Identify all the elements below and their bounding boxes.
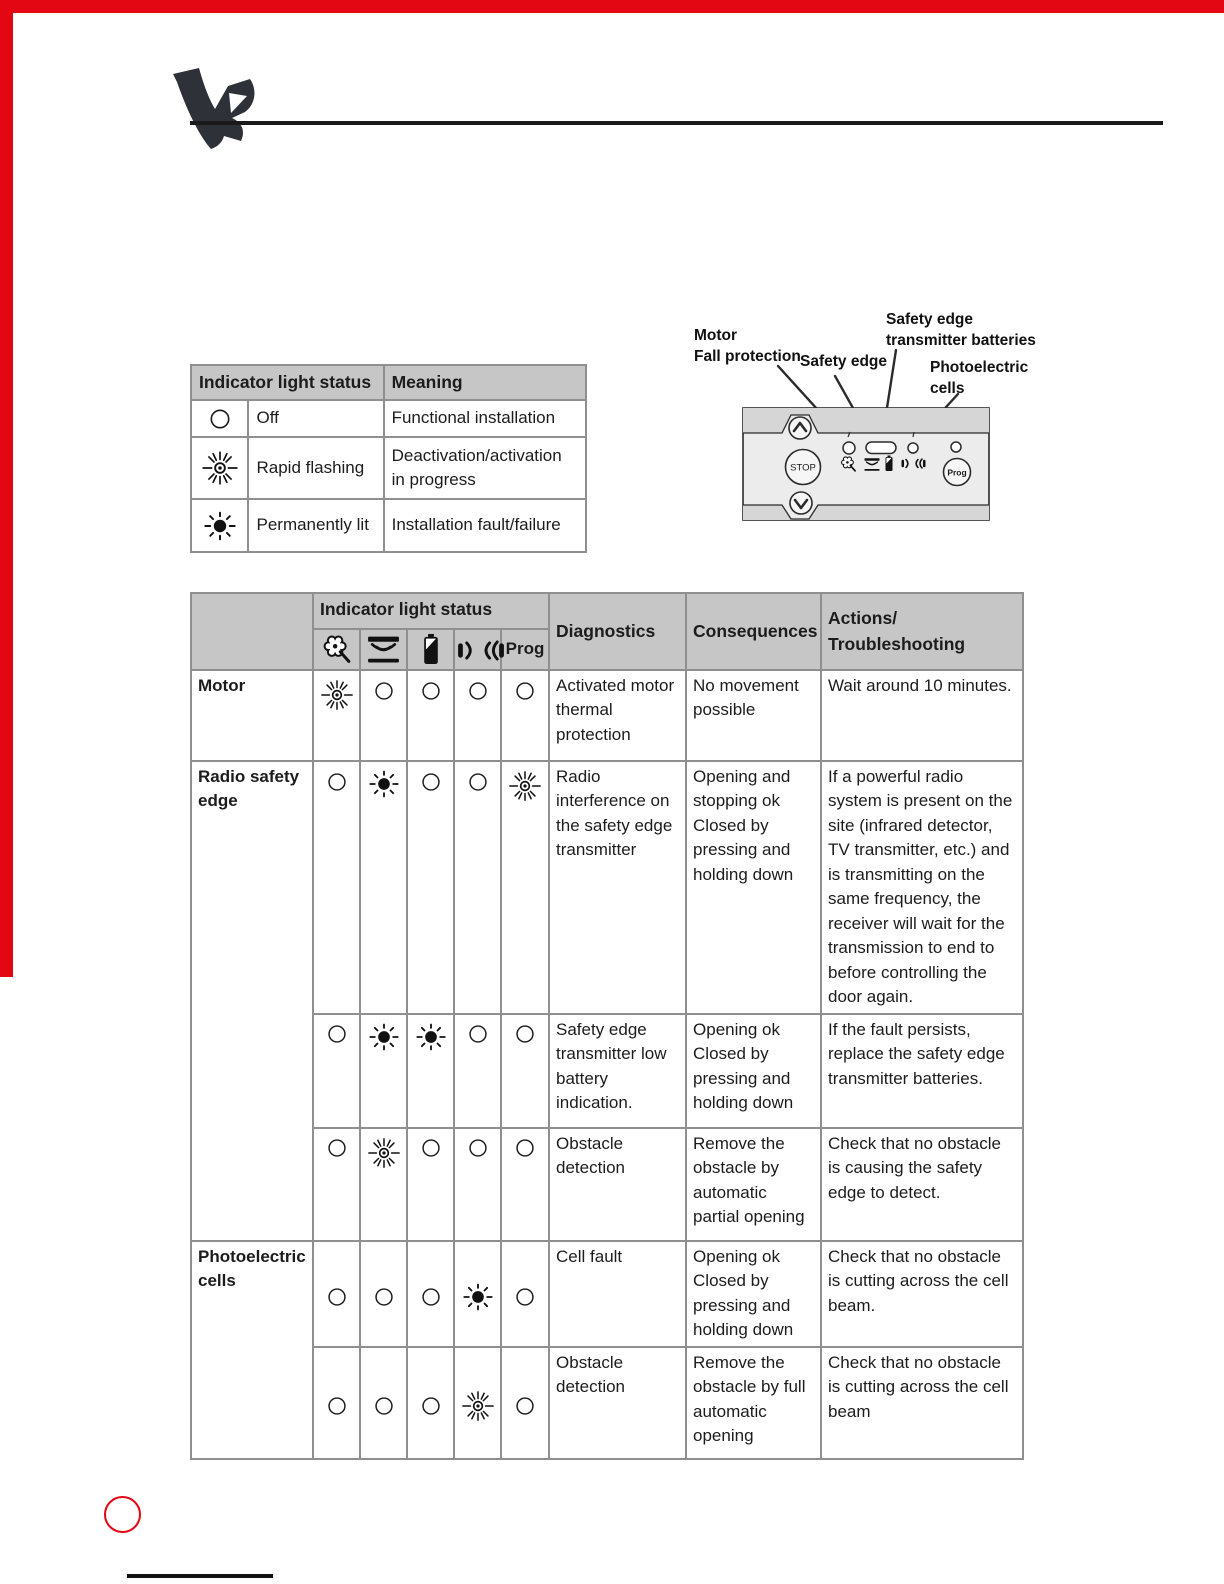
prog-column-header: Prog <box>501 629 549 670</box>
prog-button-label: Prog <box>947 467 967 478</box>
led-state <box>360 670 407 761</box>
consequences-cell: Opening ok Closed by pressing and holding down <box>686 1014 821 1128</box>
table-row <box>191 670 1023 761</box>
led-state <box>454 1347 501 1459</box>
header-rule <box>190 121 1163 125</box>
actions-cell: Wait around 10 minutes. <box>821 670 1023 761</box>
page-left-red-bar <box>0 0 13 977</box>
led-flashing-icon <box>191 437 248 499</box>
actions-cell: Check that no obstacle is cutting across the cell beam. <box>821 1241 1023 1347</box>
motor-led <box>843 442 855 454</box>
row-group-motor: Motor <box>191 670 313 761</box>
legend-meaning: Installation fault/failure <box>384 499 586 552</box>
actions-cell: If a powerful radio system is present on the site (infrared detector, TV transmitter, etc.) and is transmitting on the same frequency, the receiver will wait for the transmission to end to before controlling the door again. <box>821 761 1023 1014</box>
indicator-light-status-header: Indicator light status <box>313 593 549 629</box>
legend-table <box>190 364 587 553</box>
led-state <box>454 1014 501 1128</box>
led-state <box>501 1014 549 1128</box>
down-button <box>790 492 812 514</box>
led-state <box>313 1014 360 1128</box>
led-state <box>407 1241 454 1347</box>
led-state <box>360 1014 407 1128</box>
diagnostics-cell: Obstacle detection <box>549 1347 686 1459</box>
control-panel-drawing <box>690 300 1035 532</box>
led-state <box>501 1241 549 1347</box>
up-button <box>789 417 811 439</box>
led-state <box>454 1241 501 1347</box>
diagnostics-table <box>190 592 1024 1460</box>
led-state <box>407 761 454 1014</box>
led-state <box>454 761 501 1014</box>
legend-label: Permanently lit <box>248 499 383 552</box>
stop-button-label: STOP <box>790 462 816 474</box>
legend-label: Off <box>248 400 383 437</box>
consequences-cell: Remove the obstacle by full automatic opening <box>686 1347 821 1459</box>
motor-icon <box>320 638 354 658</box>
consequences-cell: Opening and stopping ok Closed by pressing and holding down <box>686 761 821 1014</box>
consequences-cell: No movement possible <box>686 670 821 761</box>
table-row <box>191 1128 1023 1241</box>
photocell-led <box>908 443 918 453</box>
actions-cell: If the fault persists, replace the safety edge transmitter batteries. <box>821 1014 1023 1128</box>
led-state <box>360 1241 407 1347</box>
row-group-photoelectric-cells: Photoelectric cells <box>191 1241 313 1459</box>
actions-header: Actions/ Troubleshooting <box>821 593 1023 670</box>
page-top-red-bar <box>0 0 1224 13</box>
led-state <box>501 761 549 1014</box>
legend-meaning: Functional installation <box>384 400 586 437</box>
led-state <box>407 670 454 761</box>
photocells-icon <box>456 639 506 659</box>
led-state <box>360 1347 407 1459</box>
diagnostics-cell: Cell fault <box>549 1241 686 1347</box>
led-state <box>454 670 501 761</box>
actions-cell: Check that no obstacle is causing the safety edge to detect. <box>821 1128 1023 1241</box>
footer-rule <box>127 1574 273 1578</box>
led-state <box>407 1014 454 1128</box>
row-group-radio-safety-edge: Radio safety edge <box>191 761 313 1241</box>
corner-cell <box>191 593 313 670</box>
table-row <box>191 1347 1023 1459</box>
led-state <box>454 1128 501 1241</box>
led-state <box>313 761 360 1014</box>
legend-meaning: Deactivation/activation in progress <box>384 437 586 499</box>
led-state <box>501 1128 549 1241</box>
led-off-icon <box>191 400 248 437</box>
legend-header-meaning: Meaning <box>384 365 586 400</box>
battery-icon <box>421 638 441 658</box>
label-photoelectric-cells: Photoelectric cells <box>930 359 1029 397</box>
label-transmitter-batteries: Safety edge transmitter batteries <box>886 311 1036 349</box>
diagnostics-header: Diagnostics <box>549 593 686 670</box>
led-state <box>407 1128 454 1241</box>
led-lit-icon <box>191 499 248 552</box>
consequences-cell: Opening ok Closed by pressing and holding down <box>686 1241 821 1347</box>
consequences-cell: Remove the obstacle by automatic partial opening <box>686 1128 821 1241</box>
brand-logo <box>170 66 262 154</box>
led-state <box>360 1128 407 1241</box>
safety-edge-icon <box>365 638 402 658</box>
led-state <box>313 1241 360 1347</box>
safety-edge-battery-led <box>866 442 896 454</box>
diagnostics-cell: Safety edge transmitter low battery indication. <box>549 1014 686 1128</box>
legend-label: Rapid flashing <box>248 437 383 499</box>
page-number-circle <box>104 1496 141 1533</box>
led-state <box>313 1128 360 1241</box>
consequences-header: Consequences <box>686 593 821 670</box>
table-row <box>191 1241 1023 1347</box>
diagnostics-cell: Activated motor thermal protection <box>549 670 686 761</box>
led-state <box>360 761 407 1014</box>
led-state <box>313 1347 360 1459</box>
led-state <box>313 670 360 761</box>
table-row <box>191 1014 1023 1128</box>
table-row <box>191 761 1023 1014</box>
led-state <box>501 1347 549 1459</box>
label-safety-edge: Safety edge <box>800 353 888 370</box>
diagnostics-cell: Radio interference on the safety edge transmitter <box>549 761 686 1014</box>
label-motor-fall-protection: Motor Fall protection <box>694 327 801 365</box>
diagnostics-cell: Obstacle detection <box>549 1128 686 1241</box>
battery-icon <box>886 456 893 472</box>
led-state <box>407 1347 454 1459</box>
legend-header-status: Indicator light status <box>191 365 384 400</box>
control-panel-diagram <box>690 300 1035 532</box>
prog-led <box>951 442 961 452</box>
actions-cell: Check that no obstacle is cutting across the cell beam <box>821 1347 1023 1459</box>
led-state <box>501 670 549 761</box>
